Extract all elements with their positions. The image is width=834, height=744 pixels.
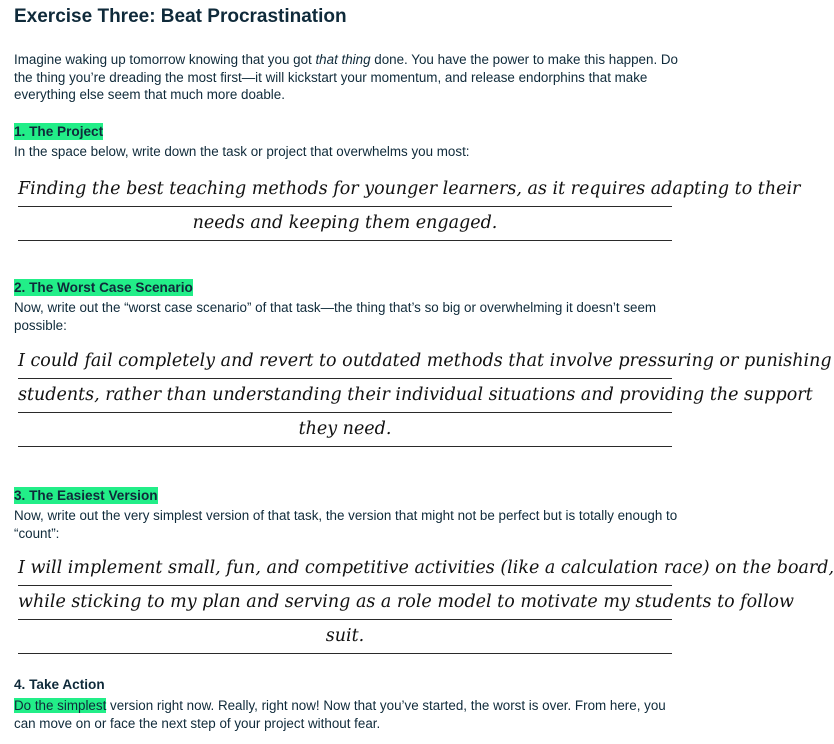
section-heading-worst-case bbox=[14, 280, 193, 295]
answer-block-worst-case bbox=[18, 345, 832, 447]
take-action-text: version right now. Really, right now! Now that you’ve started, the worst is over. From here, you can move on or face the next step of your project without fear. bbox=[14, 698, 666, 731]
answer-line: suit. bbox=[18, 620, 672, 654]
section-heading-easiest-version bbox=[14, 488, 158, 503]
answer-line: I could fail completely and revert to outdated methods that involve pressuring or punishing bbox=[18, 345, 672, 379]
take-action-paragraph bbox=[14, 697, 678, 732]
section-prompt-worst-case: Now, write out the “worst case scenario” of that task—the thing that’s so big or overwhelming it doesn’t seem possible: bbox=[14, 300, 657, 333]
section-heading-highlight: 2. The Worst Case Scenario bbox=[14, 280, 193, 295]
intro-text-start: Imagine waking up tomorrow knowing that you got bbox=[14, 52, 316, 67]
section-prompt-easiest-version: Now, write out the very simplest version of that task, the version that might not be perfect but is totally enough to “count”: bbox=[14, 508, 678, 541]
intro-paragraph bbox=[14, 51, 678, 104]
page-title: Exercise Three: Beat Procrastination bbox=[14, 6, 347, 27]
answer-line: they need. bbox=[18, 413, 672, 447]
intro-emphasis: that thing bbox=[315, 52, 371, 67]
intro-text-end: done. You have the power to make this happen. Do the thing you’re dreading the most first—it will kickstart your momentum, and release endorphins that make everything else seem that much more doable. bbox=[14, 52, 679, 102]
answer-line: needs and keeping them engaged. bbox=[18, 207, 672, 241]
section-heading-highlight: 3. The Easiest Version bbox=[14, 488, 158, 503]
answer-line: students, rather than understanding their individual situations and providing the support bbox=[18, 379, 672, 413]
answer-line: while sticking to my plan and serving as a role model to motivate my students to follow bbox=[18, 586, 672, 620]
answer-line: Finding the best teaching methods for younger learners, as it requires adapting to their bbox=[18, 173, 672, 207]
section-prompt-project: In the space below, write down the task or project that overwhelms you most: bbox=[14, 144, 470, 159]
section-heading-highlight: 1. The Project bbox=[14, 124, 104, 139]
answer-block-easiest-version bbox=[18, 552, 834, 654]
answer-line: I will implement small, fun, and competitive activities (like a calculation race) on the board, bbox=[18, 552, 672, 586]
take-action-highlight: Do the simplest bbox=[14, 698, 107, 713]
section-heading-project bbox=[14, 124, 103, 139]
section-heading-take-action: 4. Take Action bbox=[14, 677, 105, 692]
answer-block-project bbox=[18, 173, 801, 241]
